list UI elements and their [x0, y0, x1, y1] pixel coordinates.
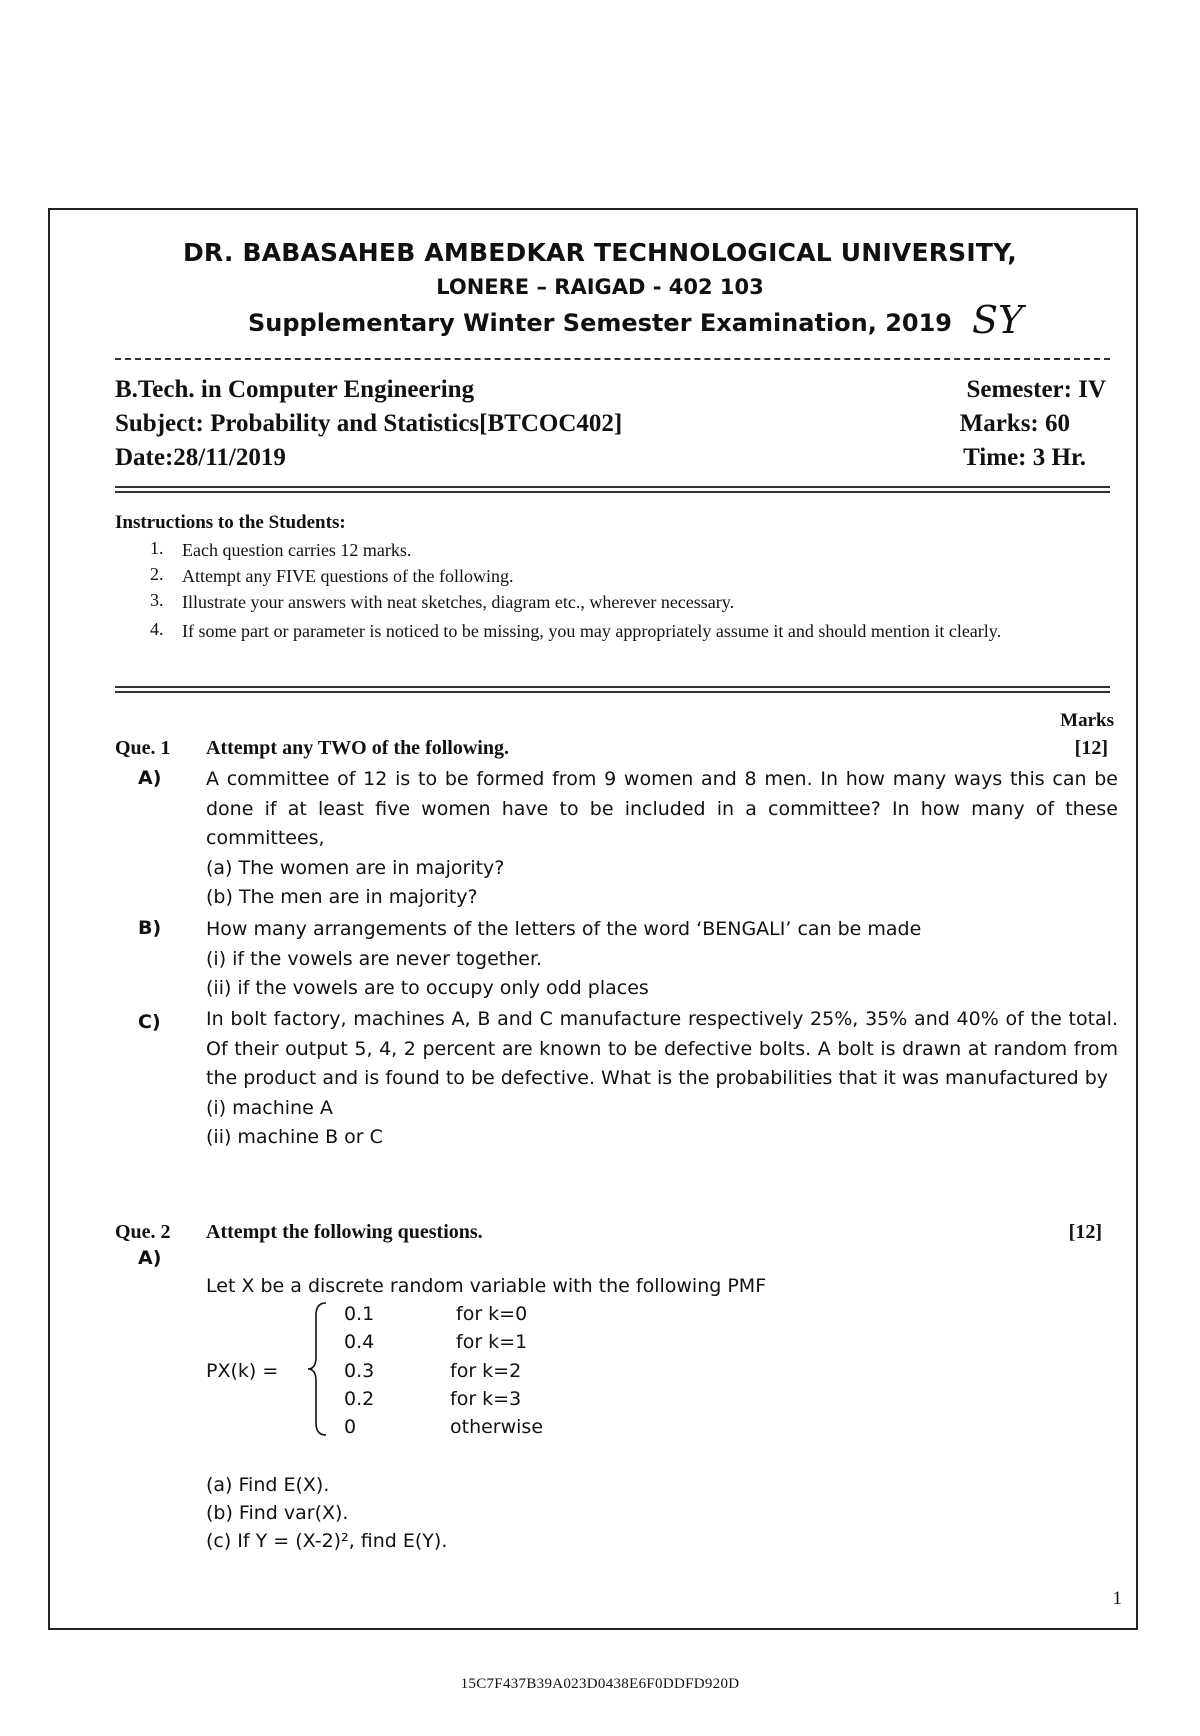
instruction-text: Each question carries 12 marks.: [182, 540, 412, 560]
page-border-bottom: [48, 1628, 1138, 1630]
handwritten-note: SY: [972, 298, 1024, 342]
part-line: (i) machine A: [206, 1096, 333, 1119]
question-label: Que. 1: [115, 737, 171, 759]
instruction-number: 3.: [150, 590, 164, 610]
left-brace: [306, 1301, 328, 1437]
subpart: (c) If Y = (X-2)², find E(Y).: [206, 1530, 448, 1552]
instruction-text: If some part or parameter is noticed to be missing, you may appropriately assume it and should mention it clearly.: [182, 621, 1002, 641]
marks-column-heading: Marks: [1060, 710, 1114, 731]
part-label: A): [138, 1247, 162, 1269]
instructions-title: Instructions to the Students:: [115, 512, 346, 533]
instructions-divider: [115, 686, 1110, 693]
question-title: Attempt any TWO of the following.: [206, 737, 509, 759]
duration: Time: 3 Hr.: [963, 444, 1086, 471]
pmf-condition: otherwise: [450, 1416, 544, 1438]
page-number: 1: [1112, 1588, 1122, 1609]
question-marks: [12]: [1074, 737, 1108, 759]
question-marks: [12]: [1068, 1221, 1102, 1243]
instruction-text: Attempt any FIVE questions of the following.: [182, 566, 514, 586]
exam-title: Supplementary Winter Semester Examination, 2019: [247, 309, 953, 337]
part-line: (a) The women are in majority?: [206, 856, 505, 879]
footer-code: 15C7F437B39A023D0438E6F0DDFD920D: [460, 1676, 740, 1692]
part-label: C): [138, 1011, 161, 1033]
part-label: B): [138, 917, 162, 939]
part-line: How many arrangements of the letters of the word ‘BENGALI’ can be made: [206, 918, 922, 940]
pmf-lhs: PX(k) =: [206, 1360, 279, 1382]
subpart: (b) Find var(X).: [206, 1502, 349, 1524]
question-label: Que. 2: [115, 1221, 171, 1243]
part-line: (ii) if the vowels are to occupy only odd places: [206, 977, 649, 999]
subject-name: Subject: Probability and Statistics[BTCOC402]: [115, 410, 623, 437]
subpart: (a) Find E(X).: [206, 1474, 330, 1496]
instruction-number: 4.: [150, 619, 164, 639]
part-text: [206, 915, 1118, 1004]
header-divider: [115, 358, 1110, 360]
part-line: A committee of 12 is to be formed from 9 women and 8 men. In how many ways this can be done if at least five women have to be included in a committee? In how many of these committees,: [206, 768, 1118, 849]
pmf-condition: for k=1: [456, 1331, 528, 1353]
part-text: [206, 765, 1118, 913]
pmf-condition: for k=2: [450, 1360, 522, 1382]
pmf-value: 0.1: [344, 1303, 375, 1325]
part-line: (i) if the vowels are never together.: [206, 947, 543, 970]
instruction-text: Illustrate your answers with neat sketches, diagram etc., wherever necessary.: [182, 592, 735, 612]
exam-date: Date:28/11/2019: [115, 444, 286, 471]
part-line: In bolt factory, machines A, B and C manufacture respectively 25%, 35% and 40% of the total. Of their output 5, 4, 2 percent are known to be defective bolts. A bolt is drawn at random from the product and is found to be defective. What is the probabilities that it was manufactured by: [206, 1008, 1118, 1089]
part-label: A): [138, 767, 162, 789]
pmf-value: 0: [344, 1416, 357, 1438]
instruction-number: 2.: [150, 564, 164, 584]
program-name: B.Tech. in Computer Engineering: [115, 376, 475, 403]
university-name: DR. BABASAHEB AMBEDKAR TECHNOLOGICAL UNIVERSITY,: [182, 238, 1017, 267]
instruction-number: 1.: [150, 538, 164, 558]
question-title: Attempt the following questions.: [206, 1221, 483, 1243]
part-line: (ii) machine B or C: [206, 1126, 383, 1148]
part-line: (b) The men are in majority?: [206, 886, 478, 908]
pmf-condition: for k=0: [456, 1303, 528, 1325]
details-divider: [115, 486, 1110, 493]
pmf-value: 0.3: [344, 1360, 375, 1382]
semester: Semester: IV: [966, 376, 1106, 403]
pmf-condition: for k=3: [450, 1388, 522, 1410]
pmf-intro: Let X be a discrete random variable with the following PMF: [206, 1275, 767, 1297]
university-location: LONERE – RAIGAD - 402 103: [436, 275, 764, 299]
pmf-value: 0.4: [344, 1331, 375, 1353]
part-text: [206, 1005, 1118, 1153]
total-marks: Marks: 60: [959, 410, 1070, 437]
pmf-value: 0.2: [344, 1388, 375, 1410]
